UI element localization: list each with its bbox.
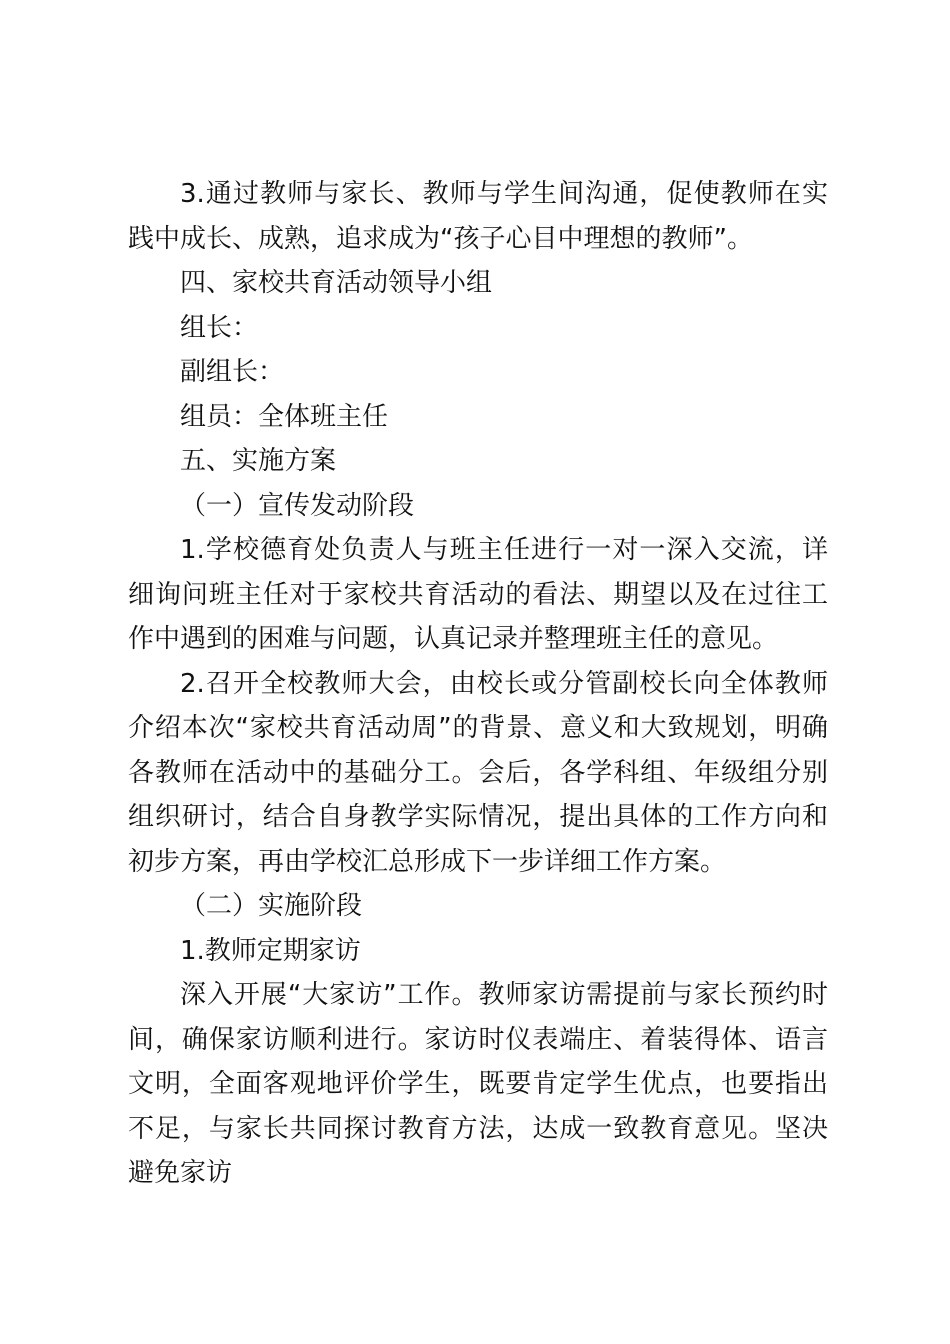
- paragraph-publicity-1: 1.学校德育处负责人与班主任进行一对一深入交流，详细询问班主任对于家校共育活动的看法、期望以及在过往工作中遇到的困难与问题，认真记录并整理班主任的意见。: [128, 535, 828, 654]
- subheading-publicity-stage: （一）宣传发动阶段: [180, 490, 415, 521]
- subheading-implementation-stage: （二）实施阶段: [180, 891, 363, 921]
- section-heading-leadership-group: 四、家校共育活动领导小组: [180, 268, 493, 298]
- paragraph-goal-3: 3.通过教师与家长、教师与学生间沟通，促使教师在实践中成长、成熟，追求成为“孩子心目中理想的教师”。: [128, 179, 828, 254]
- paragraph-home-visits: 深入开展“大家访”工作。教师家访需提前与家长预约时间，确保家访顺利进行。家访时仪表端庄、着装得体、语言文明，全面客观地评价学生，既要肯定学生优点，也要指出不足，与家长共同探讨教育方法，达成一致教育意见。坚决避免家访: [128, 980, 828, 1188]
- section-heading-implementation-plan: 五、实施方案: [180, 446, 337, 476]
- members-line: 组员：全体班主任: [180, 401, 389, 432]
- paragraph-publicity-2: 2.召开全校教师大会，由校长或分管副校长向全体教师介绍本次“家校共育活动周”的背景、意义和大致规划，明确各教师在活动中的基础分工。会后，各学科组、年级组分别组织研讨，结合自身教学实际情况，提出具体的工作方向和初步方案，再由学校汇总形成下一步详细工作方案。: [128, 668, 828, 877]
- item-home-visits-heading: 1.教师定期家访: [180, 935, 361, 966]
- document-body: [128, 172, 828, 1196]
- deputy-leader-line: 副组长：: [180, 357, 285, 387]
- leader-line: 组长：: [180, 312, 259, 343]
